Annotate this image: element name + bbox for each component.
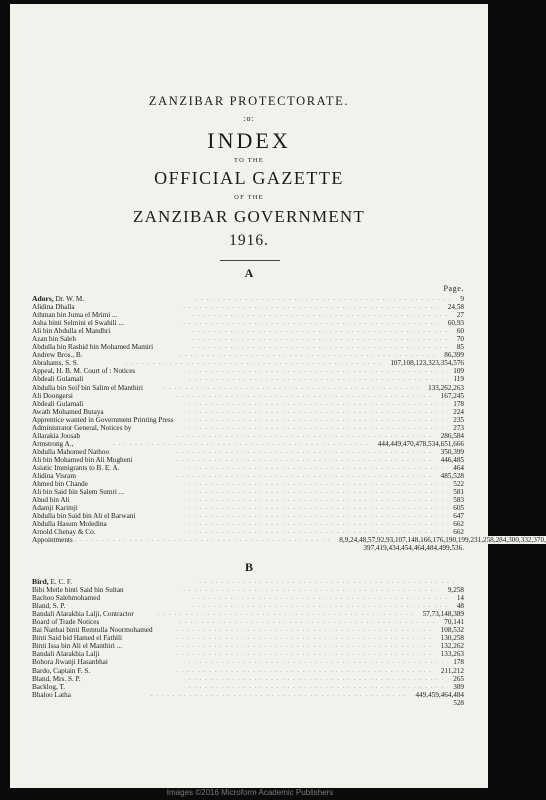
entry-name	[32, 699, 34, 707]
entry-name	[32, 384, 145, 392]
leader-dots: ...............................................	[183, 304, 442, 311]
index-entry	[32, 440, 464, 448]
entry-name-text: Bohora Jiwanji Hasanbhai	[32, 658, 108, 667]
index-entry	[32, 327, 464, 335]
index-title: INDEX	[207, 128, 291, 153]
leader-dots: ...............................................	[199, 579, 458, 585]
entry-name-text: Appointments	[32, 536, 73, 545]
entry-name-text: Binti Said bid Hamed el Fathili	[32, 634, 123, 643]
leader-dots: ...............................................	[176, 392, 435, 399]
index-entry	[32, 699, 464, 707]
leader-dots: ...............................................	[188, 675, 448, 682]
entry-name-text: Bland, S. P.	[32, 602, 66, 611]
entry-name	[32, 295, 86, 303]
section-b-entries	[32, 578, 464, 707]
entry-name-text: Allarakia Joosab	[32, 431, 81, 440]
entry-name	[32, 416, 176, 424]
index-entry	[32, 488, 464, 496]
leader-dots: ...............................................	[192, 336, 451, 343]
entry-name	[32, 536, 75, 544]
index-entry	[32, 424, 464, 432]
entry-page: 224	[453, 407, 464, 416]
to-the-label: TO THE	[234, 157, 264, 164]
entry-page: 8,9,24,48,57,92,93,107,148,166,176,190,199,231,258,284,300,332,370,	[339, 536, 546, 545]
leader-dots: ...............................................	[188, 408, 448, 415]
entry-name-text: Adamji Karimji	[32, 504, 78, 513]
entry-page: 133,262,263	[428, 383, 464, 392]
index-entry	[32, 618, 464, 626]
entry-name-text: Abdulla Mahomed Nathoo	[32, 447, 110, 456]
leader-dots: ...............................................	[183, 587, 442, 594]
entry-page: 85	[456, 343, 464, 352]
entry-name	[32, 456, 134, 464]
index-entry	[32, 504, 464, 512]
leader-dots: ...............................................	[192, 328, 451, 335]
entry-page: 273	[453, 423, 464, 432]
entry-page: 107,108,123,323,354,576	[390, 359, 464, 368]
entry-name-text: Bandali Alarakhia Lalji, Contractor	[32, 610, 134, 619]
index-entry	[32, 448, 464, 456]
entry-name	[32, 335, 78, 343]
entry-name	[32, 375, 85, 383]
index-entry	[32, 464, 464, 472]
section-letter-a: A	[244, 266, 254, 280]
index-entry	[32, 642, 464, 650]
entry-page: 86,399	[444, 351, 464, 360]
entry-page: 446,485	[440, 455, 464, 464]
entry-name-text: Athman bin Juma el Mrimi ...	[32, 311, 118, 320]
leader-dots: ...............................................	[188, 464, 448, 471]
entry-name-text: Bardo, Captain F. S.	[32, 666, 91, 675]
entry-page: 60,93	[447, 319, 464, 328]
entry-name-text: Administrator General, Notices by	[32, 423, 132, 432]
index-entry	[32, 408, 464, 416]
entry-name	[32, 464, 121, 472]
entry-name-text: Abdeali Gulamali	[32, 375, 84, 384]
leader-dots: ...............................................	[188, 489, 448, 496]
index-entry	[32, 520, 464, 528]
index-entry	[32, 594, 464, 602]
leader-dots: ...............................................	[113, 440, 372, 447]
entry-page: 662	[453, 528, 464, 537]
index-entry	[32, 528, 464, 536]
entry-name-text: Abrahams, S. S.	[32, 359, 79, 368]
leader-dots: ...............................................	[188, 376, 448, 383]
index-entry	[32, 319, 464, 327]
entry-name-text: Appeal, H. B. M. Court of : Notices	[32, 367, 136, 376]
entry-page: 583	[453, 496, 464, 505]
protectorate-heading: ZANZIBAR PROTECTORATE.	[148, 94, 350, 108]
divider-mark: :o:	[243, 114, 255, 123]
entry-page: 528	[453, 698, 464, 707]
leader-dots: ...............................................	[176, 667, 435, 674]
index-entry	[32, 658, 464, 666]
leader-dots: ...............................................	[158, 611, 417, 618]
entry-name	[32, 528, 97, 536]
index-entry	[32, 295, 464, 303]
entry-name-text: Ahmed bin Chande	[32, 480, 88, 489]
entry-name	[32, 634, 124, 642]
entry-page: 444,449,470,478,534,651,666	[377, 439, 464, 448]
leader-dots: ...............................................	[192, 312, 451, 319]
entry-page: 9	[460, 295, 464, 303]
entry-page: 211,212	[440, 666, 464, 675]
leader-dots: ...............................................	[125, 360, 385, 367]
entry-page-continuation: 397,419,434,454,464,484,499,536.	[363, 544, 464, 553]
entry-page: 70,141	[444, 618, 464, 627]
entry-name-text: Abud bin Ali	[32, 496, 70, 505]
entry-name-text: Ali bin Said bin Salem Sumri ...	[32, 488, 125, 497]
index-entry	[32, 683, 464, 691]
leader-dots: ...............................................	[188, 505, 448, 512]
entry-page: 70	[456, 335, 464, 344]
leader-dots: ...............................................	[188, 424, 448, 431]
entry-name-text: Ali Doongersi	[32, 391, 73, 400]
entry-page: 60	[456, 327, 464, 336]
index-entry	[32, 536, 546, 545]
entry-name	[32, 311, 119, 319]
index-entry	[32, 602, 464, 610]
index-entry	[32, 335, 464, 343]
entry-page: 24,58	[447, 303, 464, 312]
entry-name-text: Arnold Chenay & Co.	[32, 528, 96, 537]
leader-dots: ...............................................	[179, 619, 439, 626]
entry-name	[32, 618, 101, 626]
entry-name	[32, 512, 137, 520]
entry-page: 464	[453, 463, 464, 472]
leader-dots: ...............................................	[188, 400, 448, 407]
entry-name	[32, 367, 137, 375]
index-entry	[32, 496, 464, 504]
entry-page: 109	[453, 367, 464, 376]
entry-name-text: Binti Issa bin Ali el Manthiri ...	[32, 642, 123, 651]
entry-name	[32, 432, 82, 440]
entry-name-text: Alidina Visram	[32, 472, 76, 481]
entry-name	[32, 683, 67, 691]
entry-page: 119	[453, 375, 464, 384]
gazette-index-page	[10, 4, 546, 788]
entry-page: 27	[456, 311, 464, 320]
entry-page: 235	[453, 415, 464, 424]
entry-name	[32, 448, 111, 456]
entry-page: 14	[456, 594, 464, 603]
leader-dots: ...............................................	[176, 448, 435, 455]
leader-dots: ...............................................	[195, 296, 455, 302]
leader-dots: ...............................................	[179, 352, 439, 359]
leader-dots: ...............................................	[188, 683, 448, 690]
entry-name	[32, 658, 110, 666]
entry-name-text: Bibi Metle binti Said bin Sultan	[32, 586, 124, 595]
entry-name-text: Awath Mohamed Butaya	[32, 407, 104, 416]
entry-name-text: Asiatic Immigrants to B. E. A.	[32, 463, 120, 472]
leader-dots: ...............................................	[192, 344, 451, 351]
entry-page: 178	[453, 658, 464, 667]
leader-dots: ...............................................	[188, 497, 448, 504]
gazette-title: OFFICIAL GAZETTE	[154, 168, 344, 188]
index-entry	[32, 650, 464, 658]
index-entry	[32, 512, 464, 520]
entry-page: 581	[453, 488, 464, 497]
entry-name-text: Bland, Mrs. S. P.	[32, 674, 81, 683]
entry-name	[32, 626, 155, 634]
title-rule	[220, 260, 280, 261]
entry-name	[32, 610, 136, 618]
leader-dots: ...............................................	[192, 603, 451, 610]
index-entry	[32, 586, 464, 594]
leader-dots: ...............................................	[176, 643, 435, 650]
entry-name	[32, 440, 75, 448]
entry-name	[32, 675, 83, 683]
index-entry	[32, 416, 464, 424]
leader-dots: ...............................................	[163, 384, 423, 391]
index-entry	[32, 359, 464, 367]
watermark-text: Images ©2016 Microform Academic Publishers	[166, 788, 334, 797]
entry-name	[32, 691, 73, 699]
entry-name	[32, 520, 109, 528]
section-a-entries	[32, 294, 546, 553]
entry-name-text: Azan bin Saleh	[32, 335, 76, 344]
entry-name-text: Abdulla bin Said bin Ali el Barwani	[32, 512, 136, 521]
leader-dots: ...............................................	[176, 473, 435, 480]
entry-name-text: Board of Trade Notices	[32, 618, 100, 627]
entry-lead: Adors,	[32, 294, 54, 303]
entry-name	[32, 578, 74, 586]
entry-name	[32, 319, 126, 327]
index-entry	[32, 367, 464, 375]
leader-dots: ...............................................	[74, 537, 334, 544]
index-entry	[32, 303, 464, 311]
entry-page: 350,399	[440, 447, 464, 456]
entry-name-text: Dr. W. M.	[53, 295, 85, 303]
leader-dots: ...............................................	[188, 521, 448, 528]
index-entry	[32, 610, 464, 618]
entry-name-text: Ali bin Abdulla el Mandhri	[32, 327, 111, 336]
entry-name	[32, 351, 85, 359]
leader-dots: ...............................................	[176, 651, 435, 658]
leader-dots	[34, 699, 451, 707]
entry-name-text: Bandali Alarakhia Lalji	[32, 650, 100, 659]
entry-name	[32, 586, 126, 594]
leader-dots: ...............................................	[150, 691, 410, 698]
entry-name	[32, 343, 155, 351]
entry-lead: Bird,	[32, 577, 49, 586]
entry-name-text: Ali bin Mohamed bin Ali Mugheni	[32, 455, 133, 464]
entry-page: 132,262	[440, 642, 464, 651]
index-entry	[32, 343, 464, 351]
entry-name-text: Bhaloo Latha	[32, 690, 71, 699]
entry-page: 130,258	[440, 634, 464, 643]
index-entry	[32, 432, 464, 440]
index-entry	[32, 384, 464, 392]
entry-page: 389	[453, 682, 464, 691]
leader-dots: ...............................................	[188, 481, 448, 488]
leader-dots: ...............................................	[192, 595, 451, 602]
entry-name-text: Abdeali Gulamali	[32, 399, 84, 408]
entry-name	[32, 408, 106, 416]
entry-name	[32, 504, 80, 512]
leader-dots: ...............................................	[176, 627, 435, 634]
entry-page: 178	[453, 399, 464, 408]
index-entry	[32, 311, 464, 319]
index-entry	[32, 392, 464, 400]
index-entry	[32, 472, 464, 480]
entry-name	[32, 424, 133, 432]
entry-page: 9,258	[447, 586, 464, 595]
leader-dots: ...............................................	[176, 635, 435, 642]
entry-name-text: Backlog, T.	[32, 682, 66, 691]
leader-dots: ...............................................	[188, 513, 448, 520]
entry-name-text: Armstrong A.,	[32, 439, 74, 448]
entry-name-text: Abdulla bin Seif bin Salim el Manthiri	[32, 383, 143, 392]
index-entry	[32, 351, 464, 359]
entry-name	[32, 327, 112, 335]
entry-page: 662	[453, 520, 464, 529]
entry-page: 167,245	[440, 391, 464, 400]
government-title: ZANZIBAR GOVERNMENT	[133, 207, 365, 226]
index-entry	[32, 400, 464, 408]
entry-name	[32, 642, 124, 650]
entry-name	[32, 303, 77, 311]
entry-name	[32, 488, 126, 496]
leader-dots: ...............................................	[188, 529, 448, 536]
index-entry	[32, 691, 464, 699]
entry-name	[32, 602, 67, 610]
leader-dots: ...............................................	[188, 416, 448, 423]
entry-page: 605	[453, 504, 464, 513]
entry-name	[32, 480, 90, 488]
leader-dots: ...............................................	[183, 320, 442, 327]
entry-name	[32, 359, 81, 367]
index-entry	[32, 675, 464, 683]
entry-name-text: Alidina Dhalla	[32, 303, 75, 312]
of-the-label: OF THE	[234, 194, 264, 201]
entry-name-text: Abdulla Hasum Moledina	[32, 520, 107, 529]
leader-dots: ...............................................	[176, 456, 435, 463]
entry-name	[32, 594, 102, 602]
entry-name-text: Andrew Bros., B.	[32, 351, 83, 360]
entry-name	[32, 472, 78, 480]
leader-dots: ...............................................	[188, 368, 448, 375]
leader-dots: ...............................................	[176, 432, 435, 439]
entry-name	[32, 650, 101, 658]
year-label: 1916.	[229, 232, 269, 249]
entry-name-text: Bachoo Salehmohamed	[32, 594, 101, 603]
entry-page: 265	[453, 674, 464, 683]
entry-page: 57,73,148,389	[422, 610, 464, 619]
index-entry	[32, 667, 464, 675]
index-entry	[32, 578, 464, 586]
entry-page: 108,532	[440, 626, 464, 635]
index-entry	[32, 480, 464, 488]
entry-name-text: Bai Nanbai binti Remtulla Noormohamed	[32, 626, 153, 635]
entry-page: 647	[453, 512, 464, 521]
entry-name	[32, 496, 72, 504]
entry-name-text: Asha binti Selmini el Swahili ...	[32, 319, 124, 328]
index-entry	[32, 375, 464, 383]
index-entry	[32, 626, 464, 634]
entry-page: 48	[456, 602, 464, 611]
entry-page: 522	[453, 480, 464, 489]
index-entry	[32, 456, 464, 464]
entry-page	[462, 578, 464, 586]
entry-page: 286,584	[440, 431, 464, 440]
entry-name-text: E. C. F.	[48, 578, 73, 586]
entry-page: 449,459,464,484	[415, 690, 464, 699]
section-letter-b: B	[244, 560, 253, 574]
entry-page: 485,528	[440, 472, 464, 481]
entry-name	[32, 400, 85, 408]
entry-name	[32, 392, 75, 400]
entry-page: 133,263	[440, 650, 464, 659]
entry-name	[32, 667, 92, 675]
leader-dots: ...............................................	[188, 659, 448, 666]
entry-name-text: Apprentice wanted in Government Printing Press	[32, 415, 174, 424]
index-entry	[32, 634, 464, 642]
page-column-heading: Page.	[443, 284, 464, 293]
entry-name-text: Abdulla bin Rashid bin Mohamed Mamiri	[32, 343, 154, 352]
